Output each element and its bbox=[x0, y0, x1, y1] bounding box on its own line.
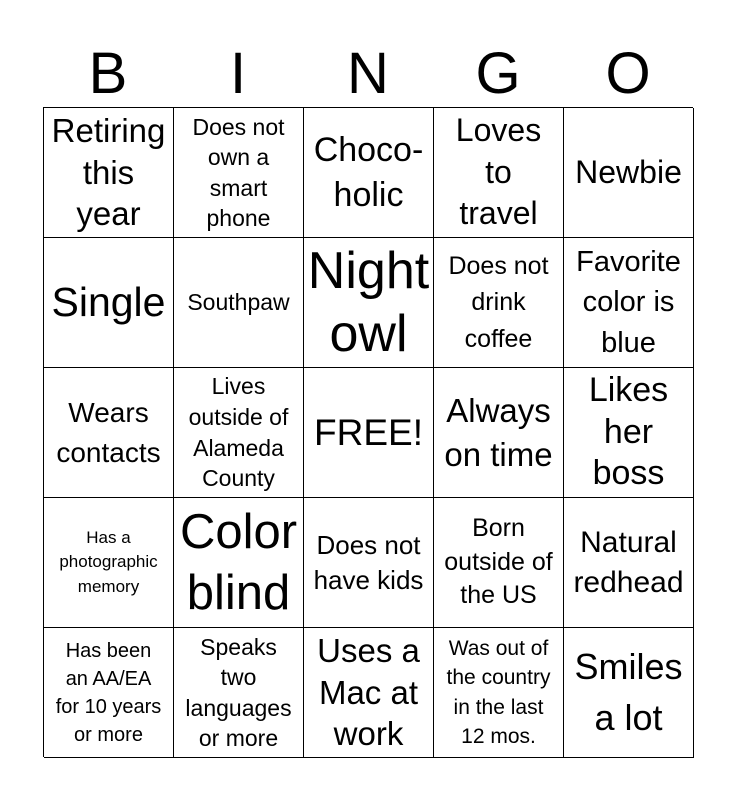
bingo-cell[interactable] bbox=[434, 628, 564, 758]
bingo-cell[interactable] bbox=[434, 498, 564, 628]
bingo-cell[interactable] bbox=[44, 368, 174, 498]
cell-text: Favorite color is blue bbox=[576, 245, 681, 359]
bingo-cell[interactable] bbox=[44, 238, 174, 368]
bingo-cell[interactable] bbox=[434, 238, 564, 368]
free-space-text: FREE! bbox=[314, 411, 423, 453]
bingo-cell[interactable] bbox=[304, 498, 434, 628]
cell-text: Has been an AA/EA for 10 years or more bbox=[55, 639, 162, 746]
bingo-cell[interactable] bbox=[44, 628, 174, 758]
header-letter-g: G bbox=[475, 41, 521, 106]
bingo-cell[interactable] bbox=[304, 628, 434, 758]
bingo-cell[interactable] bbox=[174, 108, 304, 238]
bingo-cell[interactable] bbox=[564, 498, 694, 628]
cell-text: Does not have kids bbox=[313, 530, 424, 595]
cell-text: Single bbox=[51, 278, 166, 325]
bingo-header bbox=[43, 40, 693, 108]
bingo-cell[interactable] bbox=[564, 628, 694, 758]
bingo-cell[interactable] bbox=[564, 368, 694, 498]
cell-text: Wears contacts bbox=[56, 397, 161, 468]
cell-text: Uses a Mac at work bbox=[317, 631, 420, 753]
cell-text: Lives outside of Alameda County bbox=[188, 372, 289, 492]
cell-text: Speaks two languages or more bbox=[185, 633, 292, 751]
bingo-cell[interactable] bbox=[174, 238, 304, 368]
bingo-board bbox=[43, 107, 693, 757]
cell-text: Was out of the country in the last 12 mos. bbox=[446, 636, 551, 748]
cell-text: Color blind bbox=[179, 504, 298, 620]
cell-text: Smiles a lot bbox=[574, 646, 683, 738]
bingo-cell[interactable] bbox=[304, 108, 434, 238]
bingo-cell[interactable] bbox=[434, 108, 564, 238]
cell-text: Southpaw bbox=[187, 289, 290, 315]
header-letter-i: I bbox=[229, 41, 247, 106]
bingo-cell[interactable] bbox=[434, 368, 564, 498]
header-letter-b: B bbox=[88, 41, 128, 106]
cell-text: Does not own a smart phone bbox=[192, 113, 285, 231]
bingo-cell[interactable] bbox=[44, 108, 174, 238]
cell-text: Choco- holic bbox=[313, 131, 424, 214]
free-space-cell[interactable] bbox=[304, 368, 434, 498]
cell-text: Retiring this year bbox=[51, 111, 166, 233]
cell-text: Night owl bbox=[307, 242, 430, 363]
header-letter-o: O bbox=[605, 41, 651, 106]
cell-text: Natural redhead bbox=[573, 525, 684, 599]
cell-text: Born outside of the US bbox=[444, 513, 553, 610]
header-letter-n: N bbox=[347, 41, 389, 106]
bingo-cell[interactable] bbox=[564, 108, 694, 238]
bingo-cell[interactable] bbox=[304, 238, 434, 368]
cell-text: Always on time bbox=[444, 391, 553, 473]
bingo-cell[interactable] bbox=[44, 498, 174, 628]
bingo-cell[interactable] bbox=[174, 368, 304, 498]
cell-text: Likes her boss bbox=[588, 370, 669, 493]
cell-text: Does not drink coffee bbox=[448, 252, 549, 353]
cell-text: Newbie bbox=[575, 153, 682, 190]
bingo-cell[interactable] bbox=[174, 628, 304, 758]
bingo-cell[interactable] bbox=[564, 238, 694, 368]
cell-text: Has a photographic memory bbox=[59, 528, 158, 596]
bingo-cell[interactable] bbox=[174, 498, 304, 628]
cell-text: Loves to travel bbox=[455, 112, 542, 232]
